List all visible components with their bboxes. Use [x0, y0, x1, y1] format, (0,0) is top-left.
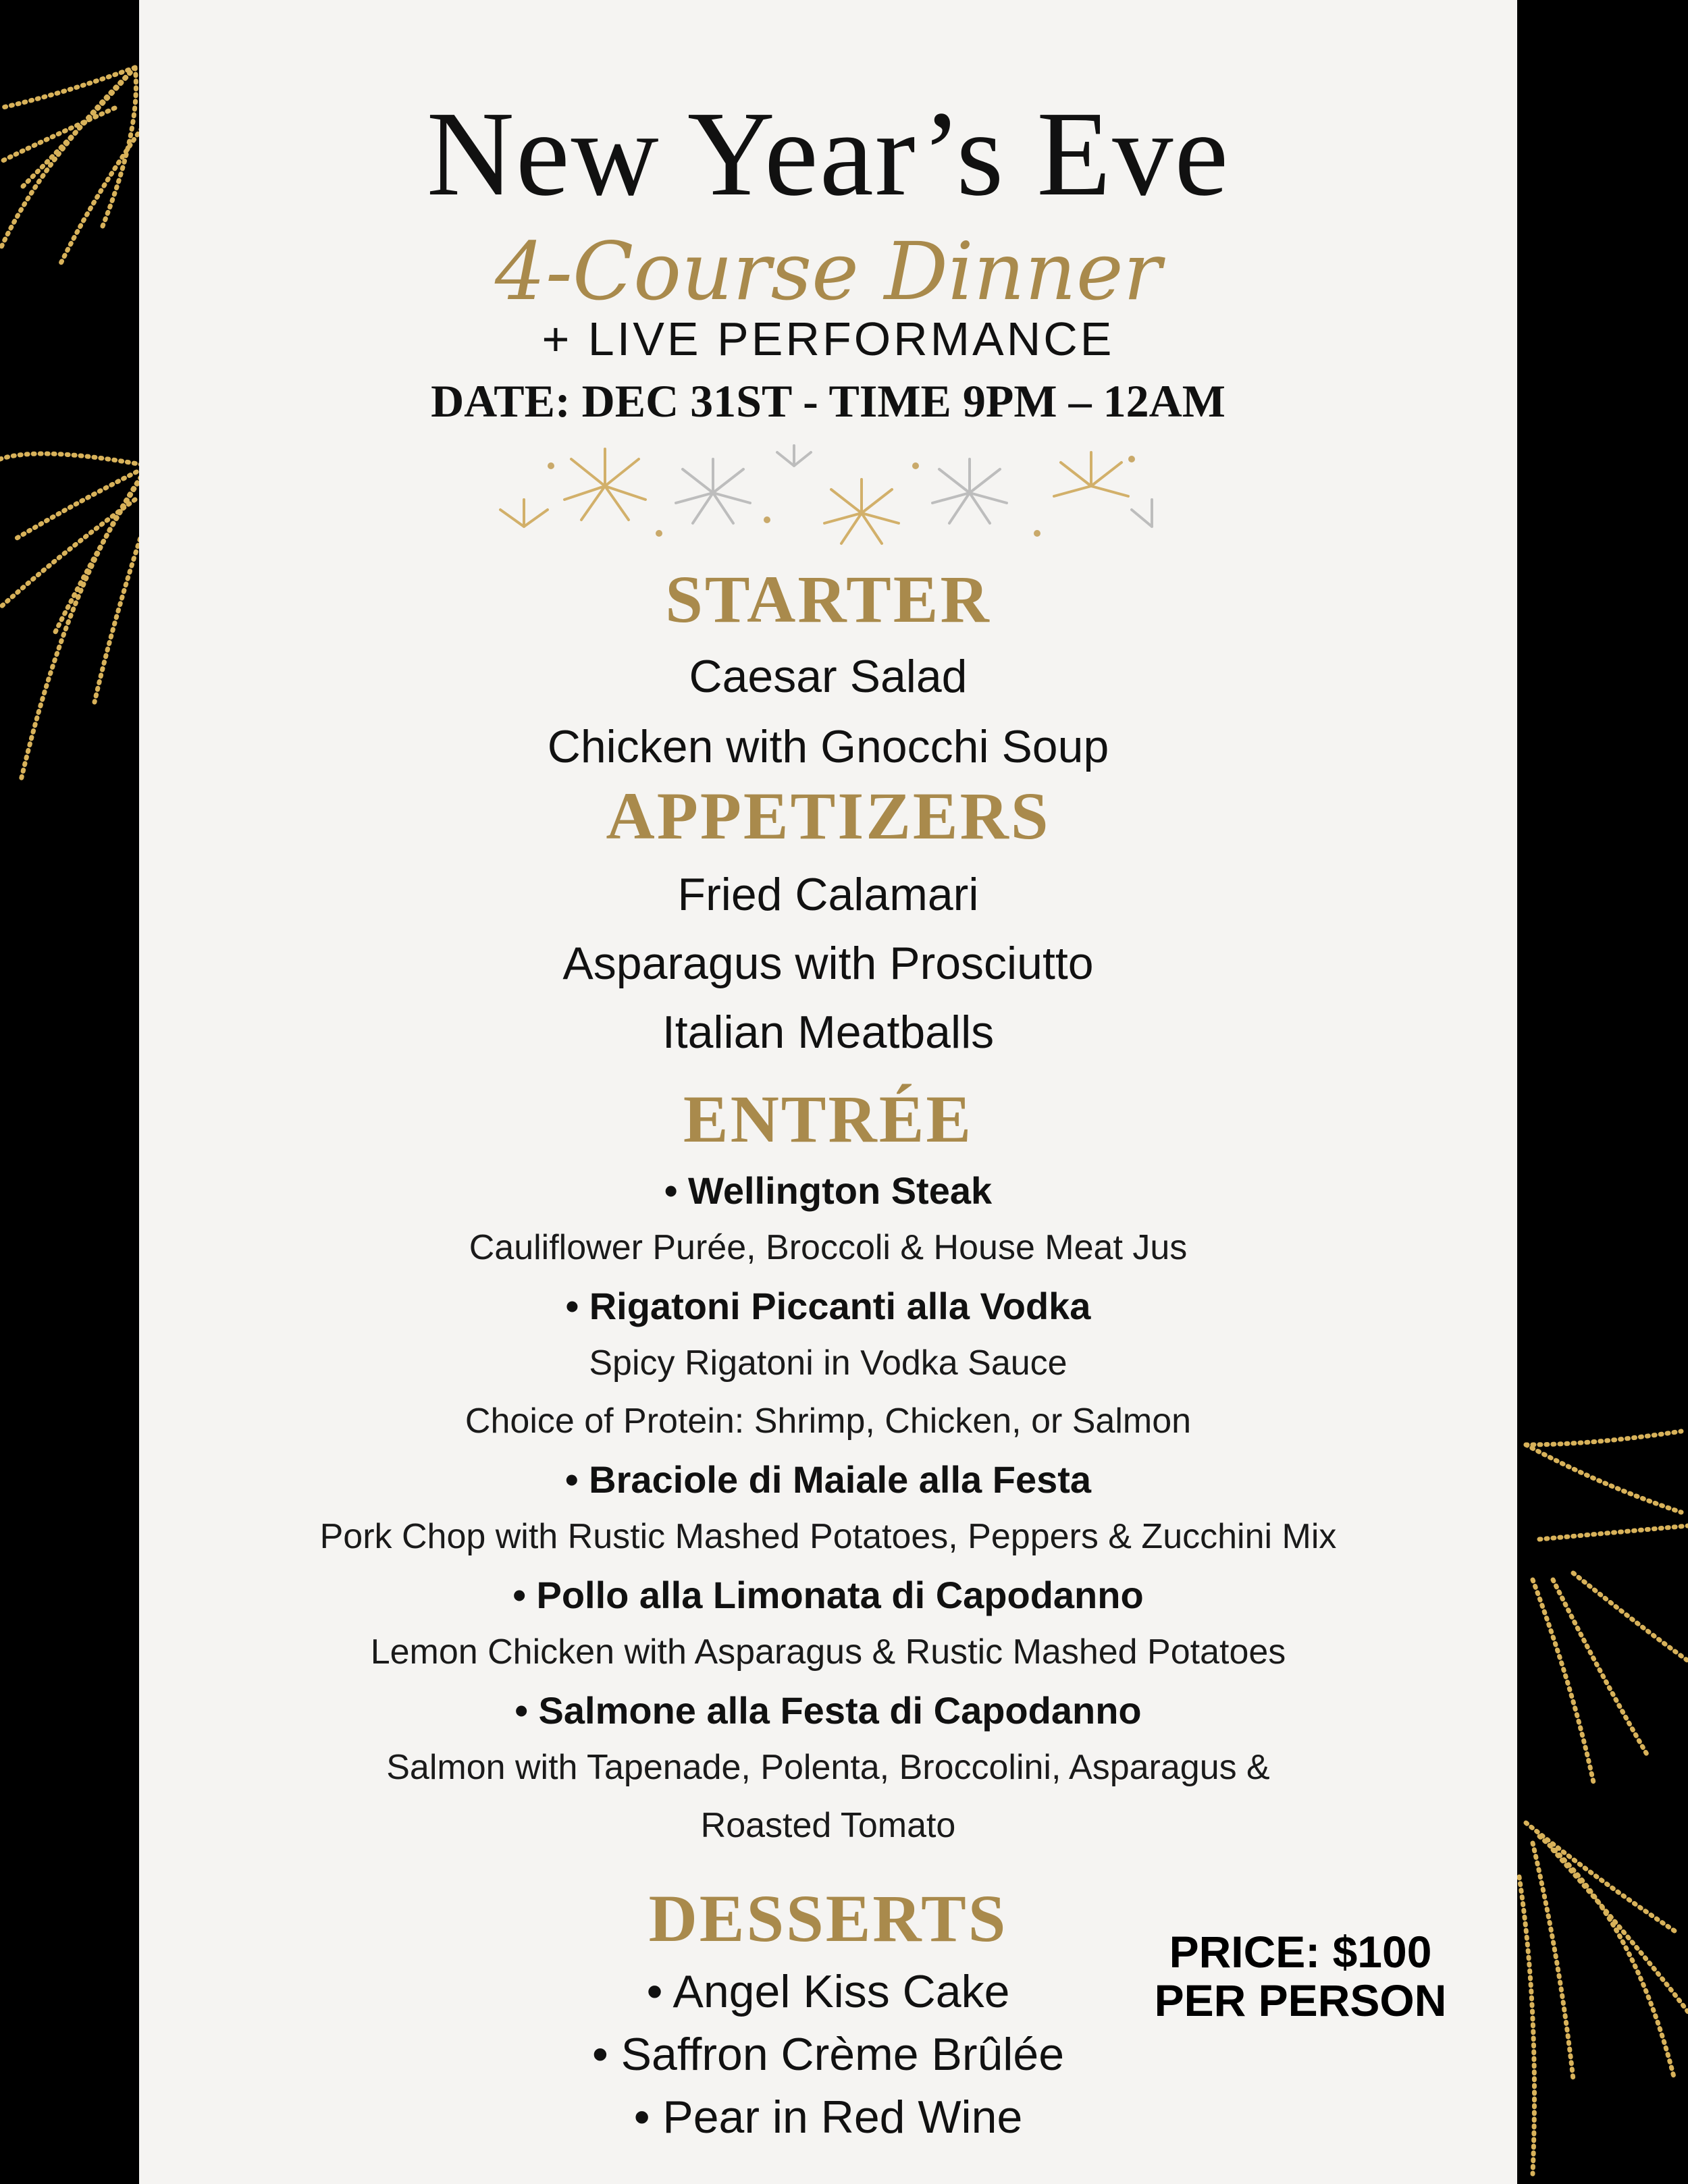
entree-dish-name: • Braciole di Maiale alla Festa: [564, 1458, 1092, 1501]
entree-dish-desc: Roasted Tomato: [700, 1806, 956, 1845]
appetizer-item: Fried Calamari: [677, 869, 979, 920]
entree-dish-desc: Lemon Chicken with Asparagus & Rustic Mashed Potatoes: [370, 1632, 1286, 1672]
entree-heading: ENTRÉE: [683, 1082, 974, 1156]
starter-item: Chicken with Gnocchi Soup: [547, 721, 1109, 772]
page-title: New Year’s Eve: [426, 86, 1230, 221]
entree-dish-name: • Salmone alla Festa di Capodanno: [515, 1689, 1142, 1732]
performance-line: + LIVE PERFORMANCE: [542, 313, 1115, 365]
entree-dish-name: • Rigatoni Piccanti alla Vodka: [565, 1285, 1091, 1327]
fireworks-left-icon: [0, 27, 155, 810]
starter-item: Caesar Salad: [689, 651, 968, 702]
date-time: DATE: DEC 31ST - TIME 9PM – 12AM: [431, 375, 1225, 427]
desserts-heading: DESSERTS: [648, 1881, 1008, 1956]
dessert-item: • Angel Kiss Cake: [646, 1966, 1010, 2017]
fireworks-divider-icon: [483, 439, 1172, 554]
subtitle: 4-Course Dinner: [494, 225, 1162, 318]
entree-dish-name: • Pollo alla Limonata di Capodanno: [512, 1574, 1144, 1616]
price-amount: PRICE: $100: [1169, 1927, 1432, 1977]
appetizer-item: Italian Meatballs: [662, 1007, 995, 1058]
fireworks-right-icon: [1512, 1404, 1688, 2184]
entree-dish-desc: Spicy Rigatoni in Vodka Sauce: [589, 1343, 1067, 1383]
dessert-item: • Pear in Red Wine: [633, 2092, 1023, 2143]
menu-panel: [139, 0, 1517, 2184]
appetizers-heading: APPETIZERS: [606, 778, 1051, 853]
entree-dish-name: • Wellington Steak: [664, 1169, 993, 1212]
appetizer-item: Asparagus with Prosciutto: [562, 938, 1094, 989]
starter-heading: STARTER: [665, 562, 991, 637]
entree-dish-desc: Choice of Protein: Shrimp, Chicken, or Salmon: [465, 1402, 1192, 1441]
dessert-item: • Saffron Crème Brûlée: [591, 2029, 1065, 2080]
price-unit: PER PERSON: [1154, 1975, 1447, 2025]
entree-dish-desc: Cauliflower Purée, Broccoli & House Meat Jus: [469, 1228, 1188, 1267]
price-label: [1118, 1927, 1483, 2025]
entree-dish-desc: Salmon with Tapenade, Polenta, Broccolini, Asparagus &: [386, 1748, 1270, 1787]
entree-dish-desc: Pork Chop with Rustic Mashed Potatoes, Peppers & Zucchini Mix: [319, 1517, 1337, 1556]
